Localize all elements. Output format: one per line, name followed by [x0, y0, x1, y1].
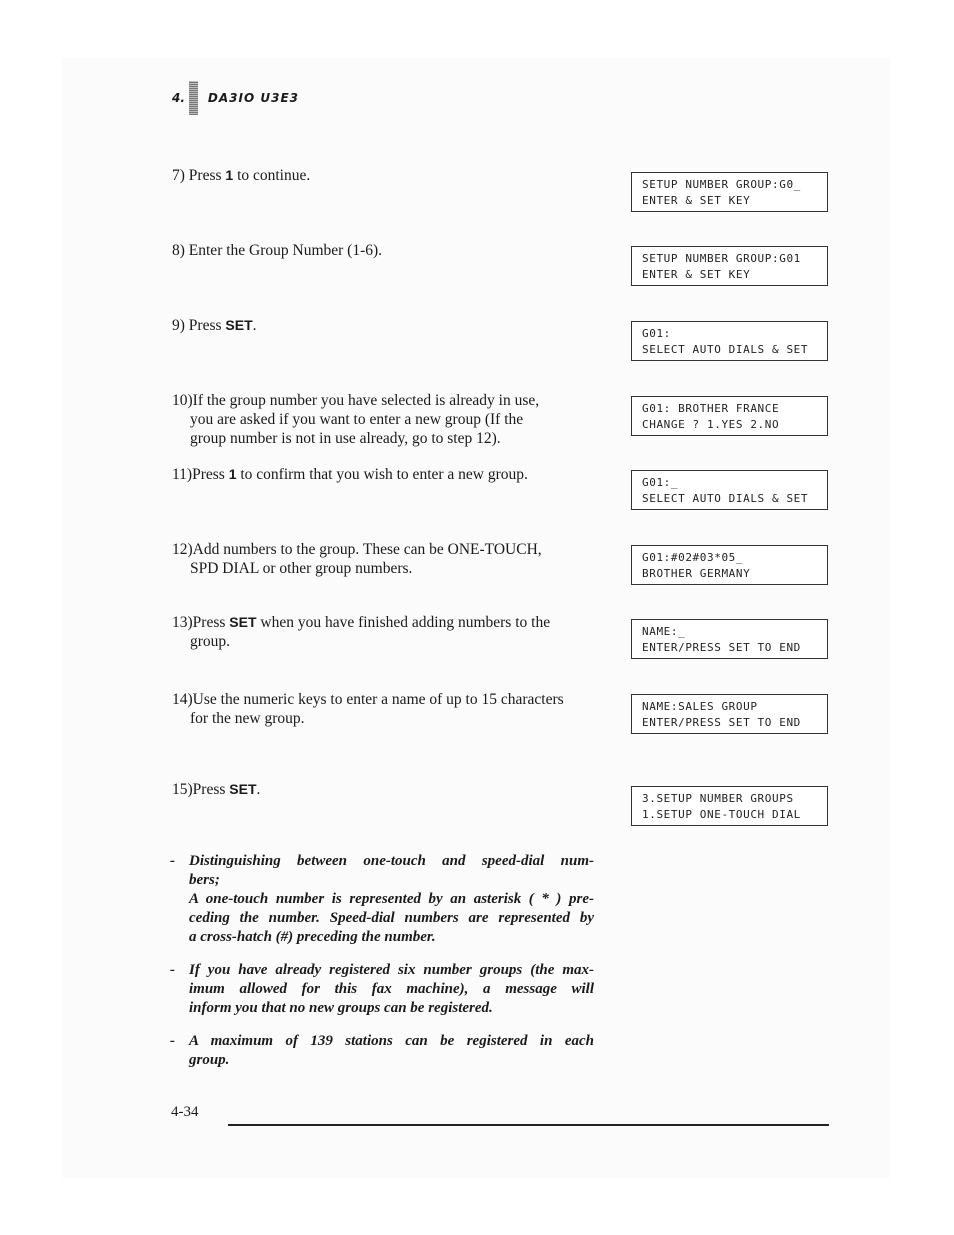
- step-text: 14)Use the numeric keys to enter a name of up to 15 characters: [172, 691, 564, 708]
- lcd-line-1: NAME:_: [642, 625, 686, 638]
- lcd-display: [631, 321, 828, 361]
- step-text: 9) Press: [172, 317, 226, 334]
- step-9: [172, 316, 598, 335]
- step-10: [172, 391, 598, 448]
- step-text: .: [252, 317, 257, 334]
- lcd-line-1: G01:#02#03*05_: [642, 551, 744, 564]
- note-line: If you have already registered six number groups (the max-: [189, 962, 594, 978]
- note-line: A maximum of 139 stations can be registered in each: [189, 1033, 594, 1049]
- step-line: [172, 316, 598, 335]
- lcd-line-2: BROTHER GERMANY: [642, 567, 751, 580]
- step-text: when you have finished adding numbers to the: [256, 614, 551, 631]
- lcd-display: [631, 396, 828, 436]
- step-8: [172, 241, 598, 260]
- chapter-tab-marker: [189, 81, 198, 115]
- lcd-display: [631, 694, 828, 734]
- step-text: SPD DIAL or other group numbers.: [190, 560, 413, 577]
- step-line: [172, 632, 598, 651]
- lcd-line-2: ENTER & SET KEY: [642, 194, 751, 207]
- note-text: [170, 1032, 594, 1070]
- step-line: [172, 613, 598, 632]
- lcd-line-1: G01: BROTHER FRANCE: [642, 402, 780, 415]
- key-name: 1: [225, 167, 234, 183]
- note-line: A one-touch number is represented by an asterisk ( * ) pre-: [189, 891, 594, 907]
- lcd-line-2: ENTER/PRESS SET TO END: [642, 716, 801, 729]
- lcd-line-2: SELECT AUTO DIALS & SET: [642, 343, 809, 356]
- lcd-display: [631, 786, 828, 826]
- step-text: to confirm that you wish to enter a new group.: [236, 466, 528, 483]
- step-line: [172, 465, 598, 484]
- lcd-line-1: G01:_: [642, 476, 679, 489]
- step-13: [172, 613, 598, 651]
- step-text: .: [256, 781, 261, 798]
- lcd-line-1: SETUP NUMBER GROUP:G0_: [642, 178, 801, 191]
- step-text: 15)Press: [172, 781, 230, 798]
- lcd-display: [631, 619, 828, 659]
- chapter-title: DA3IO U3E3: [207, 91, 300, 105]
- footer-rule: [228, 1124, 829, 1126]
- note-line: ceding the number. Speed-dial numbers are represented by: [189, 910, 594, 926]
- step-line: [172, 241, 598, 260]
- chapter-header: [172, 80, 299, 116]
- page-number: 4-34: [171, 1104, 199, 1120]
- lcd-display: [631, 172, 828, 212]
- note-item: [170, 852, 594, 947]
- step-line: [172, 690, 598, 709]
- note-line: bers;: [189, 872, 220, 888]
- note-bullet: -: [170, 1033, 175, 1049]
- key-name: SET: [225, 317, 253, 333]
- step-text: group.: [190, 633, 231, 650]
- note-line: imum allowed for this fax machine), a message will: [189, 981, 594, 997]
- step-line: [172, 429, 598, 448]
- key-name: 1: [228, 466, 237, 482]
- note-item: [170, 1032, 594, 1070]
- step-line: [172, 410, 598, 429]
- note-bullet: -: [170, 962, 175, 978]
- step-text: 8) Enter the Group Number (1-6).: [172, 242, 383, 259]
- key-name: SET: [229, 614, 257, 630]
- step-text: 11)Press: [172, 466, 229, 483]
- lcd-line-1: NAME:SALES GROUP: [642, 700, 758, 713]
- lcd-line-2: CHANGE ? 1.YES 2.NO: [642, 418, 780, 431]
- step-text: 12)Add numbers to the group. These can be ONE-TOUCH,: [172, 541, 542, 558]
- step-text: for the new group.: [190, 710, 305, 727]
- step-15: [172, 780, 598, 799]
- lcd-line-2: 1.SETUP ONE-TOUCH DIAL: [642, 808, 801, 821]
- step-text: 10)If the group number you have selected is already in use,: [172, 392, 540, 409]
- lcd-line-2: ENTER & SET KEY: [642, 268, 751, 281]
- lcd-line-2: ENTER/PRESS SET TO END: [642, 641, 801, 654]
- lcd-line-1: SETUP NUMBER GROUP:G01: [642, 252, 801, 265]
- lcd-line-1: 3.SETUP NUMBER GROUPS: [642, 792, 794, 805]
- lcd-line-2: SELECT AUTO DIALS & SET: [642, 492, 809, 505]
- step-text: you are asked if you want to enter a new group (If the: [190, 411, 524, 428]
- step-14: [172, 690, 598, 728]
- lcd-line-1: G01:: [642, 327, 671, 340]
- note-text: [170, 961, 594, 1018]
- lcd-display: [631, 545, 828, 585]
- note-line: group.: [189, 1052, 230, 1068]
- lcd-display: [631, 246, 828, 286]
- note-line: a cross-hatch (#) preceding the number.: [189, 929, 436, 945]
- lcd-display: [631, 470, 828, 510]
- step-text: to continue.: [233, 167, 311, 184]
- step-text: 13)Press: [172, 614, 230, 631]
- note-line: inform you that no new groups can be registered.: [189, 1000, 493, 1016]
- step-12: [172, 540, 598, 578]
- note-item: [170, 961, 594, 1018]
- step-line: [172, 709, 598, 728]
- step-7: [172, 166, 598, 185]
- step-text: group number is not in use already, go to step 12).: [190, 430, 501, 447]
- note-bullet: -: [170, 853, 175, 869]
- note-text: [170, 852, 594, 947]
- step-text: 7) Press: [172, 167, 226, 184]
- step-line: [172, 540, 598, 559]
- key-name: SET: [229, 781, 257, 797]
- step-line: [172, 559, 598, 578]
- note-line: Distinguishing between one-touch and speed-dial num-: [189, 853, 594, 869]
- step-line: [172, 166, 598, 185]
- step-line: [172, 391, 598, 410]
- step-11: [172, 465, 598, 484]
- chapter-number: 4.: [172, 91, 185, 105]
- step-line: [172, 780, 598, 799]
